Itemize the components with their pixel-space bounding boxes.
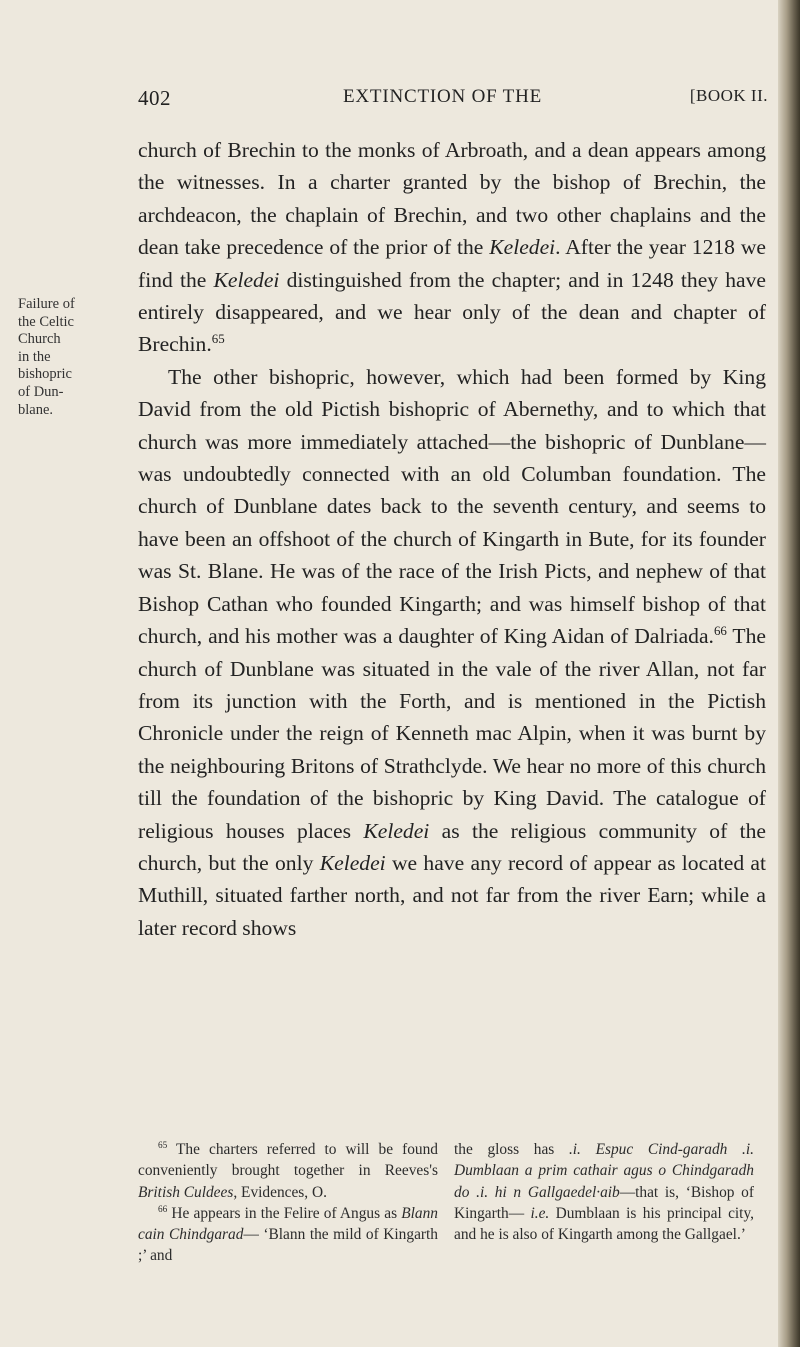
footnote-66-cont-text-c: Dumblaan is his principal city, and he is also of Kingarth among the Gallgael.’ <box>454 1204 754 1244</box>
margin-note-line: Church <box>18 331 61 348</box>
footnote-mark-65: 65 <box>158 1139 168 1150</box>
page-edge <box>778 0 800 1347</box>
footnote-66-gloss: .i. Espuc Cind-garadh .i. Dumblaan a prim cathair agus o Chindgaradh do .i. hi n Gallgaedel·aib <box>454 1141 754 1201</box>
running-head <box>138 86 768 116</box>
keledei-term: Keledei <box>319 850 386 875</box>
keledei-term: Keledei <box>363 818 430 843</box>
footnote-66-continued <box>454 1139 754 1245</box>
main-text <box>138 134 766 944</box>
paragraph-2-text-c: as the religious community of the church, but the only <box>138 818 766 875</box>
footnote-66-text-end: — ‘Blann the mild of Kingarth ;’ and <box>138 1226 438 1265</box>
footnote-65-text: The charters referred to will be found conveniently brought together in Reeves's <box>138 1141 438 1180</box>
paragraph-1 <box>138 134 766 361</box>
footnotes-left-column <box>138 1139 438 1267</box>
footnote-65-text-end: , Evidences, O. <box>233 1183 327 1201</box>
footnote-mark-66: 66 <box>158 1203 168 1214</box>
footnote-66-cont-text-b: —that is, ‘Bishop of Kingarth— <box>454 1183 754 1222</box>
keledei-term: Keledei <box>489 235 556 260</box>
footnotes-right-column <box>454 1139 754 1245</box>
margin-note-line: in the <box>18 348 51 365</box>
footnote-65-title: British Culdees <box>138 1183 234 1201</box>
paragraph-2-text-b: The church of Dunblane was situated in the vale of the river Allan, not far from its junction with the Forth, and is mentioned in the Pictish Chronicle under the reign of Kenneth mac Alpin, when it was burnt by the neighbouring Britons of Strathclyde. We hear no more of this church till the foundation of the bishopric by King David. The catalogue of religious houses places <box>138 624 766 843</box>
margin-note-line: Failure of <box>18 296 75 312</box>
paragraph-2 <box>138 361 766 944</box>
footnote-ref-65[interactable]: 65 <box>211 331 225 347</box>
footnote-66-ie: i.e. <box>530 1204 550 1222</box>
margin-note-line: the Celtic <box>18 313 74 330</box>
margin-note-line: blane. <box>18 401 54 418</box>
paragraph-2-text-a: The other bishopric, however, which had been formed by King David from the old Pictish bishopric of Abernethy, and to which that church was more immediately attached—the bishopric of Dunblane—was undoubtedly connected with an old Columban foundation. The church of Dunblane dates back to the seventh century, and seems to have been an offshoot of the church of Kingarth in Bute, for its founder was St. Blane. He was of the race of the Irish Picts, and nephew of that Bishop Cathan who founded Kingarth; and was himself bishop of that church, and his mother was a daughter of King Aidan of Dalriada. <box>138 364 766 649</box>
footnote-66-quote: Blann cain Chindgarad <box>138 1204 438 1244</box>
footnote-66-cont-text: the gloss has <box>454 1141 569 1158</box>
margin-note <box>18 296 100 419</box>
paragraph-2-text-d: we have any record of appear as located at Muthill, situated farther north, and not far from the river Earn; while a later record shows <box>138 850 767 940</box>
keledei-term: Keledei <box>213 267 280 292</box>
book-label: [BOOK II. <box>689 86 768 105</box>
margin-note-line: of Dun- <box>18 383 64 400</box>
margin-note-line: bishopric <box>18 366 72 383</box>
footnote-66-text: He appears in the Felire of Angus as <box>167 1204 402 1222</box>
paragraph-1-text: church of Brechin to the monks of Arbroath, and a dean appears among the witnesses. In a charter granted by the bishop of Brechin, the archdeacon, the chaplain of Brechin, and two other chaplains and the dean take precedence of the prior of the Keledei. After the year 1218 we find the Keledei distinguished from the chapter; and in 1248 they have entirely disappeared, and we hear only of the dean and chapter of Brechin. <box>138 138 766 357</box>
footnote-65 <box>138 1139 438 1203</box>
running-title: EXTINCTION OF THE <box>343 86 543 107</box>
page-number: 402 <box>138 86 171 110</box>
footnote-ref-66[interactable]: 66 <box>713 622 727 638</box>
footnote-66 <box>138 1203 438 1267</box>
